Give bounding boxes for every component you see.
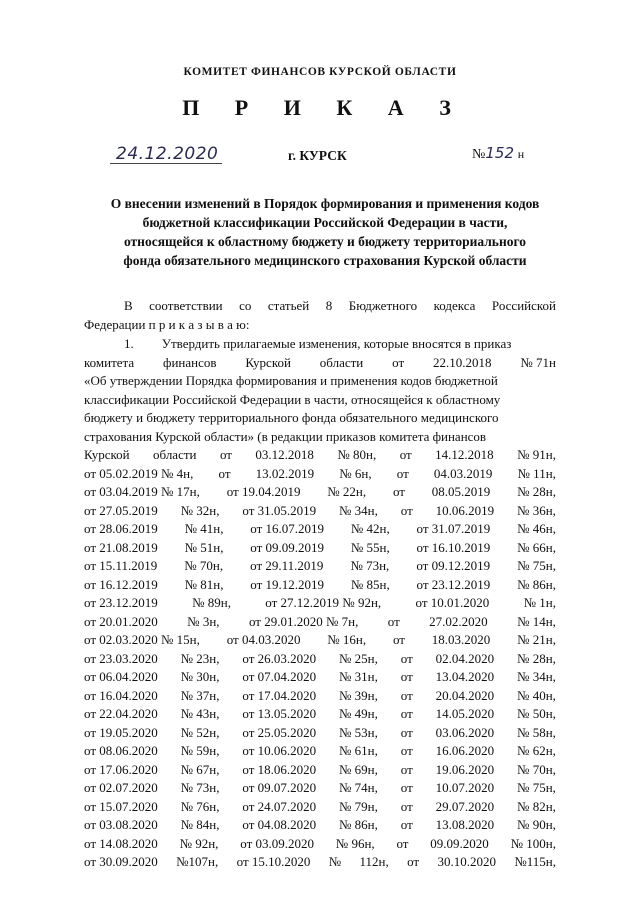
line-segment: от 24.07.2020 [242, 798, 317, 814]
line-segment: 29.07.2020 [435, 798, 495, 814]
line-segment: 08.05.2019 [431, 484, 491, 499]
line-segment: № 30н, [180, 669, 220, 684]
amendment-row [84, 593, 556, 612]
line-segment: от 16.12.2019 [84, 576, 158, 592]
order-number [472, 144, 524, 163]
line-segment: от [400, 743, 413, 758]
line-segment: № 59н, [180, 743, 220, 758]
line-segment: 16.06.2020 [435, 743, 495, 758]
line-segment: № 22н, [327, 484, 367, 499]
line-segment: от [400, 706, 413, 721]
line-segment: от [396, 835, 409, 851]
number-suffix: н [517, 147, 525, 161]
order-subject [80, 194, 570, 270]
line-segment: № 49н, [339, 706, 378, 721]
amendment-row [84, 797, 556, 816]
line-segment: № 53н, [339, 724, 378, 740]
line-segment: от 10.06.2020 [242, 743, 317, 758]
line-segment: 03.06.2020 [435, 724, 495, 740]
number-handwritten: 152 [485, 144, 514, 162]
line-segment: от 17.06.2020 [84, 761, 158, 777]
line-segment: № 85н, [350, 576, 390, 592]
amendment-row [84, 464, 556, 483]
subject-line: фонда обязательного медицинского страхования Курской области [123, 253, 527, 268]
line-segment: от 03.08.2020 [84, 817, 158, 832]
line-segment: от [392, 632, 405, 647]
line-segment: от 13.05.2020 [242, 706, 317, 721]
line-segment: № 91н, [517, 447, 556, 462]
line-segment: от 18.06.2020 [242, 761, 317, 777]
line-segment: № 41н, [184, 521, 224, 536]
line-segment: №107н, [176, 854, 219, 869]
line-segment: страхования Курской области» (в редакции приказов комитета финансов [84, 428, 487, 444]
line-segment: от 29.11.2019 [250, 558, 324, 573]
line-segment: от [218, 465, 231, 481]
line-segment: № 39н, [339, 687, 378, 703]
line-segment: № 96н, [335, 835, 375, 851]
line-segment: от 06.04.2020 [84, 669, 158, 684]
line-segment: № 34н, [517, 669, 556, 684]
line-segment: 10.07.2020 [435, 780, 495, 795]
preamble-line: В соответствии со статьей 8 Бюджетного кодекса Российской [124, 298, 556, 313]
line-segment: от 09.07.2020 [242, 780, 317, 795]
line-segment: № 74н, [339, 780, 378, 795]
line-segment: № 100н, [510, 835, 556, 851]
line-segment: от 29.01.2020 № 7н, [248, 613, 359, 629]
line-segment: от [387, 613, 400, 629]
line-segment: № 21н, [517, 632, 556, 647]
line-segment: от 19.12.2019 [250, 576, 325, 592]
line-segment: от 23.12.2019 [84, 595, 158, 610]
line-segment: 13.02.2019 [255, 465, 315, 481]
line-segment: № 37н, [180, 687, 220, 703]
line-segment: № 67н, [180, 761, 220, 777]
line-segment: № 32н, [180, 502, 220, 518]
amendment-row [84, 760, 556, 779]
item-1-line [84, 427, 556, 446]
line-segment: № 42н, [350, 521, 390, 536]
line-segment: № 55н, [350, 539, 390, 555]
line-segment: от [219, 447, 232, 462]
line-segment: № 16н, [327, 632, 367, 647]
line-segment: области [319, 354, 364, 370]
item-1-body [84, 334, 556, 871]
item-1-line [84, 334, 556, 353]
line-segment: от 10.01.2020 [415, 595, 490, 610]
line-segment: № 76н, [180, 798, 220, 814]
line-segment: № 62н, [517, 743, 556, 758]
amendment-row [84, 704, 556, 723]
line-segment: от [400, 502, 413, 518]
line-segment: от 17.04.2020 [242, 687, 317, 703]
line-segment: от [392, 484, 405, 499]
subject-line: бюджетной классификации Российской Федерации в части, [142, 215, 508, 230]
line-segment: № 34н, [339, 502, 378, 518]
line-segment: 18.03.2020 [431, 632, 491, 647]
line-segment: от [400, 761, 413, 777]
line-segment: 10.06.2019 [435, 502, 495, 518]
line-segment: № 1н, [523, 595, 556, 610]
line-segment: № 86н, [339, 817, 378, 832]
amendment-row [84, 852, 556, 871]
line-segment: № 75н, [517, 780, 556, 795]
line-segment: от 19.05.2020 [84, 724, 158, 740]
line-segment: № 79н, [339, 798, 378, 814]
line-segment: 03.12.2018 [255, 447, 314, 462]
line-segment: № 92н, [179, 835, 219, 851]
amendment-row [84, 649, 556, 668]
line-segment: № 84н, [180, 817, 220, 832]
amendment-row [84, 612, 556, 631]
line-segment: № 69н, [339, 761, 378, 777]
line-segment: Курской [245, 354, 291, 370]
line-segment: классификации Российской Федерации в части, относящейся к областному [84, 391, 501, 407]
line-segment: от 02.07.2020 [84, 780, 158, 795]
line-segment: № 50н, [517, 706, 556, 721]
line-segment: от 15.10.2020 [236, 854, 311, 869]
line-segment: № 28н, [517, 484, 556, 499]
line-segment: от 23.03.2020 [84, 650, 158, 666]
line-segment: № 75н, [517, 558, 556, 573]
line-segment: № 66н, [517, 539, 556, 555]
city-label: г. КУРСК [288, 148, 347, 163]
line-segment: № 81н, [184, 576, 224, 592]
line-segment: от 16.07.2019 [250, 521, 325, 536]
line-segment: 112н, [359, 854, 389, 869]
line-segment: бюджету и бюджету территориального фонда обязательного медицинского [84, 410, 499, 425]
line-segment: от [392, 354, 405, 370]
line-segment: №115н, [514, 854, 556, 869]
line-segment: 14.12.2018 [435, 447, 494, 462]
line-segment: от 04.08.2020 [242, 817, 317, 832]
subject-line: относящейся к областному бюджету и бюджету территориального [123, 234, 527, 249]
line-segment: от 23.12.2019 [416, 576, 491, 592]
line-segment: от 22.04.2020 [84, 706, 158, 721]
line-segment: № 11н, [517, 465, 556, 481]
line-segment: 14.05.2020 [435, 706, 495, 721]
line-segment: № 36н, [517, 502, 556, 518]
line-segment: от [396, 465, 409, 481]
line-segment: от [400, 724, 413, 740]
item-1-line [84, 371, 556, 390]
line-segment: от 05.02.2019 № 4н, [84, 465, 194, 481]
line-segment: № [328, 854, 342, 869]
item-1-line [84, 445, 556, 464]
line-segment: № 3н, [187, 613, 220, 629]
line-segment: № 6н, [339, 465, 372, 481]
line-segment: 27.02.2020 [429, 613, 488, 629]
line-segment: от 25.05.2020 [242, 724, 317, 740]
line-segment: № 82н, [517, 798, 556, 814]
amendment-row [84, 575, 556, 594]
amendment-row [84, 556, 556, 575]
amendment-row [84, 538, 556, 557]
line-segment: от [400, 669, 413, 684]
line-segment: 04.03.2019 [433, 465, 493, 481]
order-date: 24.12.2020 [116, 144, 219, 164]
line-segment: от 09.09.2019 [250, 539, 325, 555]
line-segment: № 71н [520, 354, 556, 370]
line-segment: от [400, 687, 413, 703]
line-segment: № 73н, [350, 558, 390, 573]
line-segment: 19.06.2020 [435, 761, 495, 777]
line-segment: от [400, 817, 413, 832]
line-segment: от 27.05.2019 [84, 502, 158, 518]
committee-name: КОМИТЕТ ФИНАНСОВ КУРСКОЙ ОБЛАСТИ [183, 66, 457, 78]
line-segment: 1. [124, 336, 134, 351]
line-segment: Утвердить прилагаемые изменения, которые вносятся в приказ [161, 336, 512, 351]
line-segment: № 40н, [517, 687, 556, 703]
preamble-line: Федерации п р и к а з ы в а ю: [84, 317, 250, 332]
line-segment: № 89н, [192, 595, 231, 610]
line-segment: № 70н, [517, 761, 556, 777]
line-segment: от 02.03.2020 № 15н, [84, 632, 200, 647]
line-segment: от 15.07.2020 [84, 798, 158, 814]
line-segment: № 51н, [184, 539, 224, 555]
line-segment: от 19.04.2019 [226, 484, 301, 499]
line-segment: от 31.05.2019 [242, 502, 317, 518]
amendment-row [84, 519, 556, 538]
line-segment: № 23н, [180, 650, 220, 666]
line-segment: от 27.12.2019 № 92н, [265, 595, 382, 610]
line-segment: 09.09.2020 [430, 835, 489, 851]
amendment-row [84, 741, 556, 760]
line-segment: от 16.04.2020 [84, 687, 158, 703]
line-segment: от 08.06.2020 [84, 743, 158, 758]
line-segment: 02.04.2020 [435, 650, 495, 666]
line-segment: от 07.04.2020 [242, 669, 317, 684]
document-title: П Р И К А З [182, 95, 466, 120]
line-segment: финансов [163, 354, 217, 370]
line-segment: 13.04.2020 [435, 669, 495, 684]
line-segment: 20.04.2020 [435, 687, 495, 703]
line-segment: от [400, 780, 413, 795]
line-segment: от 04.03.2020 [226, 632, 301, 647]
amendment-row [84, 834, 556, 853]
line-segment: от 15.11.2019 [84, 558, 158, 573]
line-segment: от 28.06.2019 [84, 521, 158, 536]
line-segment: № 58н, [517, 724, 556, 740]
line-segment: Курской [84, 447, 130, 462]
preamble-paragraph [84, 296, 556, 334]
line-segment: № 52н, [180, 724, 220, 740]
line-segment: от [400, 798, 413, 814]
line-segment: № 90н, [517, 817, 556, 832]
date-underline [110, 163, 222, 164]
line-segment: № 80н, [337, 447, 377, 462]
line-segment: от [407, 854, 420, 869]
item-1-line [84, 353, 556, 372]
line-segment: № 25н, [339, 650, 378, 666]
line-segment: от 21.08.2019 [84, 539, 158, 555]
line-segment: № 86н, [517, 576, 556, 592]
line-segment: 30.10.2020 [437, 854, 496, 869]
line-segment: области [153, 447, 197, 462]
line-segment: № 43н, [180, 706, 220, 721]
line-segment: № 61н, [339, 743, 378, 758]
line-segment: от 16.10.2019 [416, 539, 491, 555]
amendment-row [84, 778, 556, 797]
line-segment: 22.10.2018 [433, 354, 492, 370]
line-segment: от 14.08.2020 [84, 835, 158, 851]
amendment-row [84, 667, 556, 686]
line-segment: № 70н, [184, 558, 224, 573]
line-segment: от 31.07.2019 [416, 521, 491, 536]
amendment-row [84, 815, 556, 834]
line-segment: № 46н, [517, 521, 556, 536]
line-segment: № 31н, [339, 669, 378, 684]
number-sign: № [472, 147, 486, 162]
amendment-row [84, 630, 556, 649]
line-segment: комитета [84, 354, 135, 370]
line-segment: 13.08.2020 [435, 817, 495, 832]
line-segment: от [400, 650, 413, 666]
line-segment: «Об утверждении Порядка формирования и применения кодов бюджетной [84, 373, 498, 388]
line-segment: от 26.03.2020 [242, 650, 317, 666]
line-segment: от 09.12.2019 [416, 558, 491, 573]
amendment-row [84, 501, 556, 520]
line-segment: от 30.09.2020 [84, 854, 158, 869]
subject-line: О внесении изменений в Порядок формирования и применения кодов [110, 196, 540, 211]
item-1-line [84, 408, 556, 427]
line-segment: № 28н, [517, 650, 556, 666]
line-segment: от [399, 447, 412, 462]
line-segment: № 73н, [180, 780, 220, 795]
amendment-row [84, 686, 556, 705]
item-1-line [84, 390, 556, 409]
line-segment: от 20.01.2020 [84, 613, 158, 629]
amendment-row [84, 723, 556, 742]
line-segment: от 03.09.2020 [240, 835, 314, 851]
line-segment: от 03.04.2019 № 17н, [84, 484, 200, 499]
line-segment: № 14н, [517, 613, 556, 629]
amendment-row [84, 482, 556, 501]
